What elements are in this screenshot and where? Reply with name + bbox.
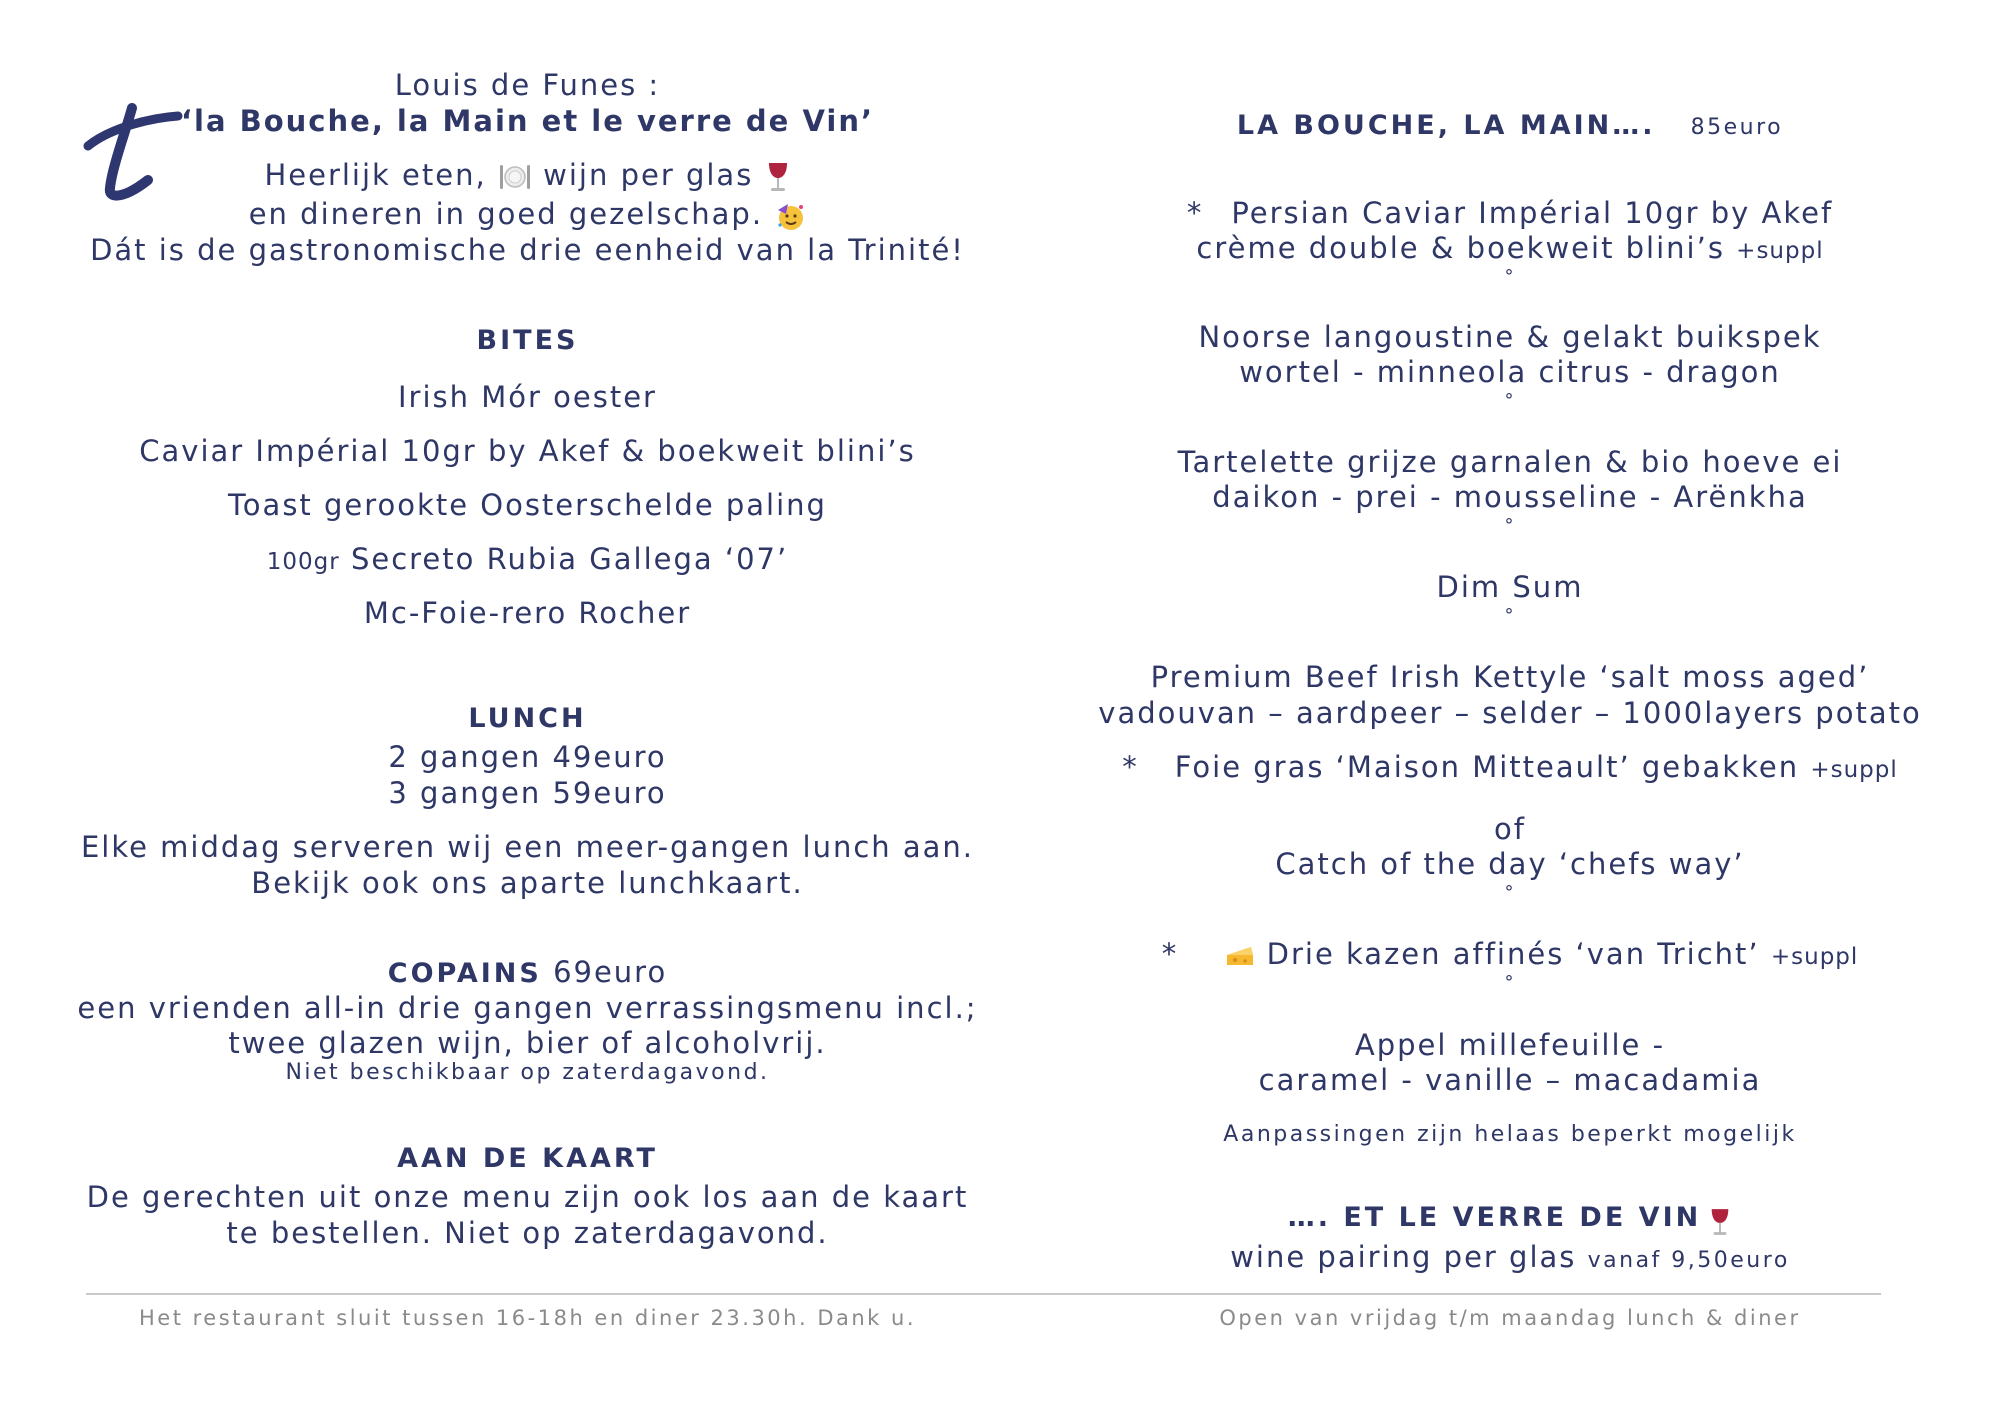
menu-caviar-2: crème double & boekweit blini’s: [1196, 231, 1725, 265]
menu-catch: Catch of the day ‘chefs way’: [1275, 847, 1745, 881]
course-separator: °: [1504, 882, 1516, 903]
footer-left: Het restaurant sluit tussen 16-18h en diner 23.30h. Dank u.: [138, 1306, 916, 1330]
intro-line-3b: wijn per glas: [543, 158, 754, 192]
vin-desc: wine pairing per glas: [1230, 1240, 1577, 1274]
menu-beef-1: Premium Beef Irish Kettyle ‘salt moss aged’: [1150, 660, 1870, 694]
party-face-icon: [774, 200, 806, 232]
footer-divider: [86, 1293, 1881, 1295]
intro-line-4: [60, 197, 995, 232]
copains-note: Niet beschikbaar op zaterdagavond.: [285, 1060, 770, 1085]
intro-line-1: Louis de Funes :: [394, 68, 661, 102]
copains-price: 69euro: [553, 955, 668, 989]
bites-heading: BITES: [476, 325, 579, 356]
supplement-star: *: [1186, 196, 1204, 230]
vin-heading-line: [1070, 1202, 1950, 1237]
copains-heading: COPAINS: [387, 958, 542, 989]
lunch-desc-2: Bekijk ook ons aparte lunchkaart.: [251, 866, 804, 900]
menu-heading-line: [1070, 110, 1950, 141]
copains-desc-1: een vrienden all-in drie gangen verrassingsmenu incl.;: [77, 991, 978, 1025]
lunch-option-1: 2 gangen 49euro: [388, 740, 667, 774]
menu-tart-1: Tartelette grijze garnalen & bio hoeve ei: [1177, 445, 1843, 479]
menu-lang-2: wortel - minneola citrus - dragon: [1239, 355, 1781, 389]
wine-glass-icon: [765, 161, 791, 193]
kaart-desc-2: te bestellen. Niet op zaterdagavond.: [226, 1216, 829, 1250]
menu-caviar-1: Persian Caviar Impérial 10gr by Akef: [1231, 196, 1834, 230]
intro-line-3: [60, 158, 995, 193]
menu-note: Aanpassingen zijn helaas beperkt mogelijk: [1223, 1122, 1797, 1147]
intro-tagline: ‘la Bouche, la Main et le verre de Vin’: [181, 104, 874, 138]
menu-lang-1: Noorse langoustine & gelakt buikspek: [1198, 320, 1822, 354]
copains-desc-2: twee glazen wijn, bier of alcoholvrij.: [228, 1026, 827, 1060]
menu-caviar-line-2: [1070, 231, 1950, 265]
vin-desc-line: [1070, 1240, 1950, 1274]
intro-line-4-text: en dineren in goed gezelschap.: [248, 197, 764, 231]
bites-item-weight: 100gr: [266, 549, 340, 575]
intro-line-5: Dát is de gastronomische drie eenheid van la Trinité!: [90, 233, 965, 267]
lunch-heading: LUNCH: [468, 703, 587, 734]
bites-item: Caviar Impérial 10gr by Akef & boekweit blini’s: [139, 434, 916, 468]
wine-glass-icon: [1708, 1207, 1732, 1237]
bites-item: Toast gerookte Oosterschelde paling: [228, 488, 827, 522]
supplement-star: *: [1122, 750, 1139, 784]
kaart-desc-1: De gerechten uit onze menu zijn ook los aan de kaart: [86, 1180, 969, 1214]
vin-price: vanaf 9,50euro: [1587, 1248, 1790, 1273]
course-separator: °: [1504, 266, 1516, 287]
supplement-label: +suppl: [1736, 238, 1824, 264]
menu-caviar-line-1: [1070, 196, 1950, 230]
copains-heading-line: [60, 955, 995, 989]
menu-or: of: [1494, 812, 1526, 846]
course-separator: °: [1504, 972, 1516, 993]
lunch-desc-1: Elke middag serveren wij een meer-gangen lunch aan.: [80, 830, 975, 864]
bites-item: [60, 542, 995, 576]
menu-kaas: Drie kazen affinés ‘van Tricht’: [1266, 937, 1760, 971]
menu-heading: LA BOUCHE, LA MAIN….: [1236, 110, 1656, 141]
menu-kaas-line: [1070, 937, 1950, 971]
menu-foie: Foie gras ‘Maison Mitteault’ gebakken: [1174, 750, 1800, 784]
plate-cutlery-icon: [498, 162, 532, 192]
lunch-option-2: 3 gangen 59euro: [388, 776, 667, 810]
supplement-label: +suppl: [1810, 757, 1898, 783]
supplement-label: +suppl: [1770, 944, 1859, 970]
menu-dessert-1: Appel millefeuille -: [1354, 1028, 1666, 1062]
menu-foie-line: [1070, 750, 1950, 784]
menu-dessert-2: caramel - vanille – macadamia: [1258, 1063, 1762, 1097]
kaart-heading: AAN DE KAART: [397, 1143, 658, 1174]
intro-line-3a: Heerlijk eten,: [264, 158, 487, 192]
menu-beef-2: vadouvan – aardpeer – selder – 1000layers potato: [1098, 696, 1922, 730]
course-separator: °: [1504, 605, 1516, 626]
menu-price: 85euro: [1690, 115, 1784, 140]
cheese-icon: [1225, 943, 1255, 969]
vin-heading: …. ET LE VERRE DE VIN: [1287, 1202, 1702, 1233]
menu-tart-2: daikon - prei - mousseline - Arënkha: [1212, 480, 1808, 514]
course-separator: °: [1504, 515, 1516, 536]
supplement-star: *: [1161, 937, 1179, 971]
bites-item: Mc-Foie-rero Rocher: [363, 596, 692, 630]
footer-right: Open van vrijdag t/m maandag lunch & diner: [1219, 1306, 1801, 1330]
bites-item: Irish Mór oester: [398, 380, 657, 414]
menu-dimsum: Dim Sum: [1436, 570, 1584, 604]
bites-item-text: Secreto Rubia Gallega ‘07’: [350, 542, 789, 576]
course-separator: °: [1504, 390, 1516, 411]
